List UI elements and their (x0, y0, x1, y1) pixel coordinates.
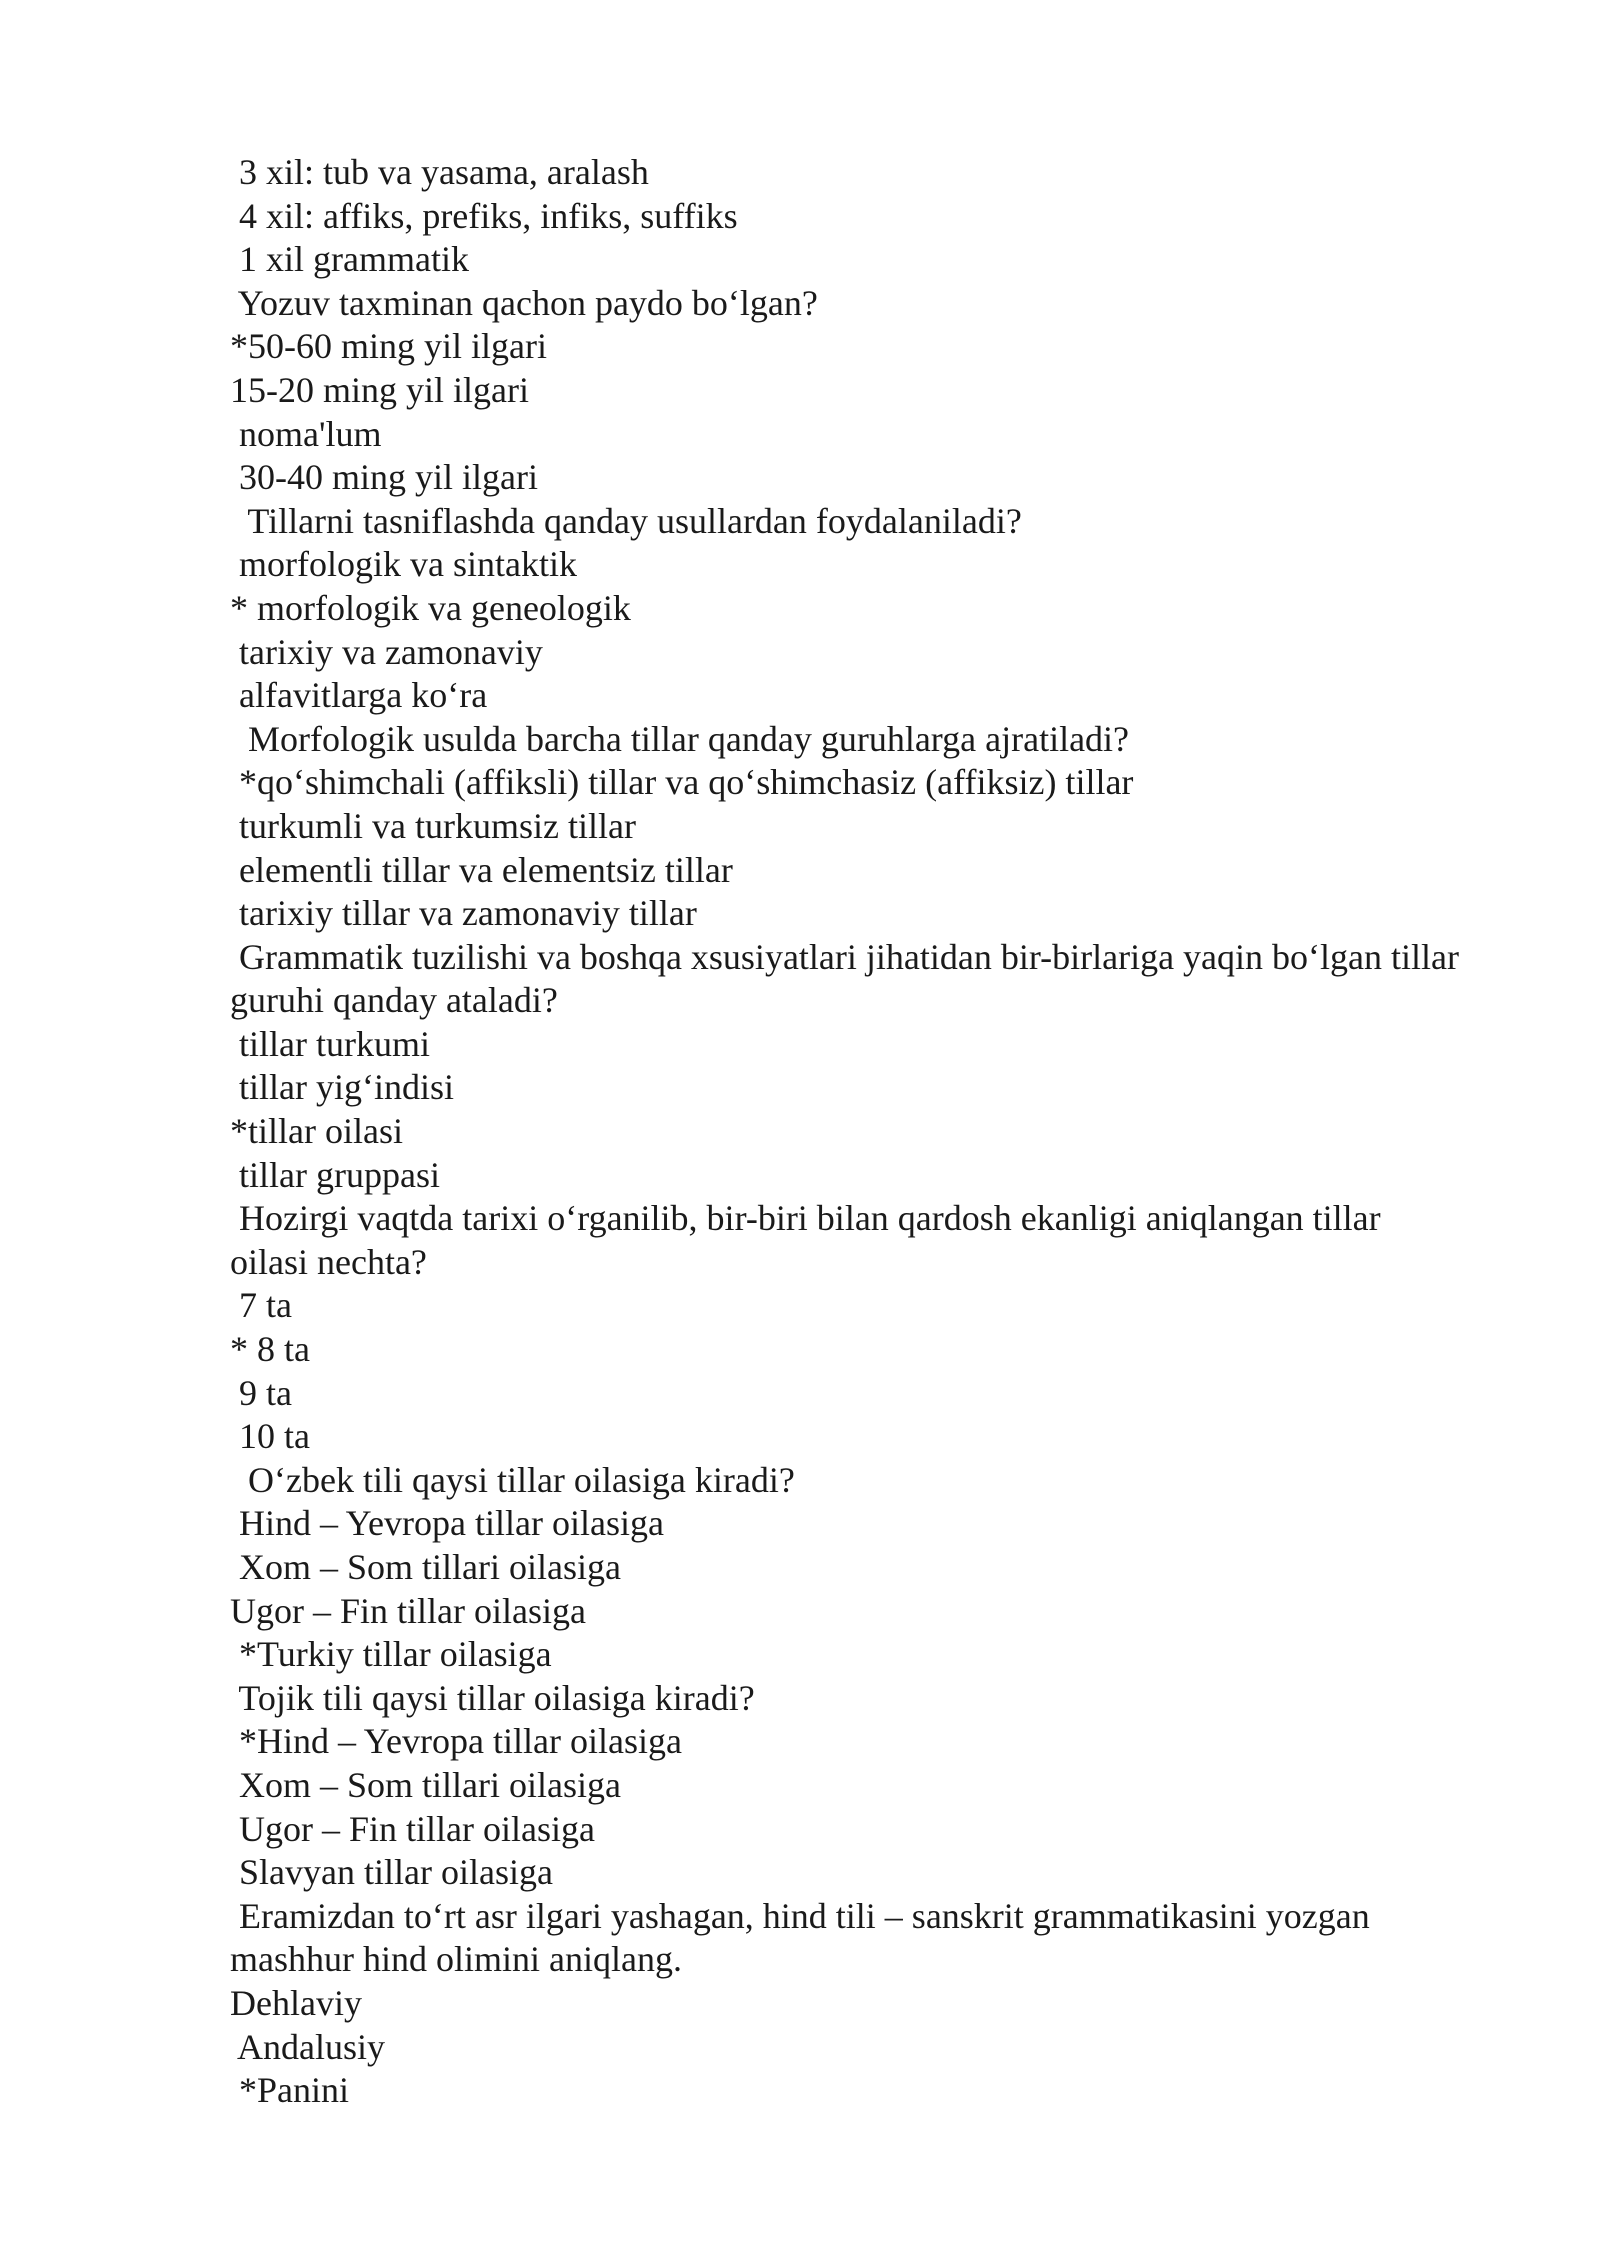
text-line: tarixiy tillar va zamonaviy tillar (230, 893, 697, 934)
text-line: 9 ta (230, 1372, 292, 1413)
text-line: elementli tillar va elementsiz tillar (230, 849, 733, 890)
text-line: Hozirgi vaqtda tarixi o‘rganilib, bir-biri bilan qardosh ekanligi aniqlangan tillar oilasi nechta? (230, 1198, 1390, 1282)
text-line: Andalusiy (230, 2026, 386, 2067)
text-line: 10 ta (230, 1416, 310, 1457)
text-line: tillar turkumi (230, 1023, 430, 1064)
text-line: tillar gruppasi (230, 1154, 440, 1195)
text-line: 30-40 ming yil ilgari (230, 457, 538, 498)
text-line: morfologik va sintaktik (230, 544, 577, 585)
text-line: Morfologik usulda barcha tillar qanday guruhlarga ajratiladi? (230, 718, 1130, 759)
text-line: *Turkiy tillar oilasiga (230, 1634, 552, 1675)
text-line: Eramizdan to‘rt asr ilgari yashagan, hind tili – sanskrit grammatikasini yozgan mashhur hind olimini aniqlang. (230, 1895, 1379, 1980)
text-line: *Panini (230, 2070, 350, 2111)
text-line: 4 xil: affiks, prefiks, infiks, suffiks (230, 195, 738, 236)
text-line: tillar yig‘indisi (230, 1067, 454, 1108)
text-line: *qo‘shimchali (affiksli) tillar va qo‘shimchasiz (affiksiz) tillar (230, 762, 1134, 803)
text-line: 15-20 ming yil ilgari (230, 369, 529, 410)
text-line: Dehlaviy (230, 1982, 362, 2023)
text-line: Xom – Som tillari oilasiga (230, 1547, 621, 1587)
text-line: Yozuv taxminan qachon paydo bo‘lgan? (230, 282, 818, 323)
text-line: *50-60 ming yil ilgari (230, 326, 547, 367)
text-line: Xom – Som tillari oilasiga (230, 1764, 621, 1805)
text-line: Grammatik tuzilishi va boshqa xsusiyatlari jihatidan bir-birlariga yaqin bo‘lgan tillar guruhi qanday ataladi? (230, 936, 1468, 1021)
text-line: * morfologik va geneologik (230, 587, 631, 628)
text-line: Hind – Yevropa tillar oilasiga (230, 1503, 664, 1544)
text-line: 7 ta (230, 1285, 292, 1326)
text-line: 1 xil grammatik (230, 239, 469, 280)
text-line: alfavitlarga ko‘ra (230, 675, 488, 716)
text-line: * 8 ta (230, 1329, 310, 1370)
text-line: 3 xil: tub va yasama, aralash (230, 152, 649, 192)
text-line: turkumli va turkumsiz tillar (230, 805, 636, 846)
text-line: Ugor – Fin tillar oilasiga (230, 1590, 586, 1631)
text-line: *tillar oilasi (230, 1111, 403, 1152)
document-text-block (230, 151, 1468, 2113)
text-line: Ugor – Fin tillar oilasiga (230, 1808, 595, 1849)
text-line: *Hind – Yevropa tillar oilasiga (230, 1721, 682, 1762)
text-line: O‘zbek tili qaysi tillar oilasiga kiradi? (230, 1459, 795, 1500)
text-line: tarixiy va zamonaviy (230, 631, 543, 672)
text-line: Tojik tili qaysi tillar oilasiga kiradi? (230, 1677, 755, 1718)
text-line: Slavyan tillar oilasiga (230, 1852, 553, 1893)
text-line: Tillarni tasniflashda qanday usullardan foydalaniladi? (230, 500, 1022, 541)
text-line: noma'lum (230, 413, 382, 454)
